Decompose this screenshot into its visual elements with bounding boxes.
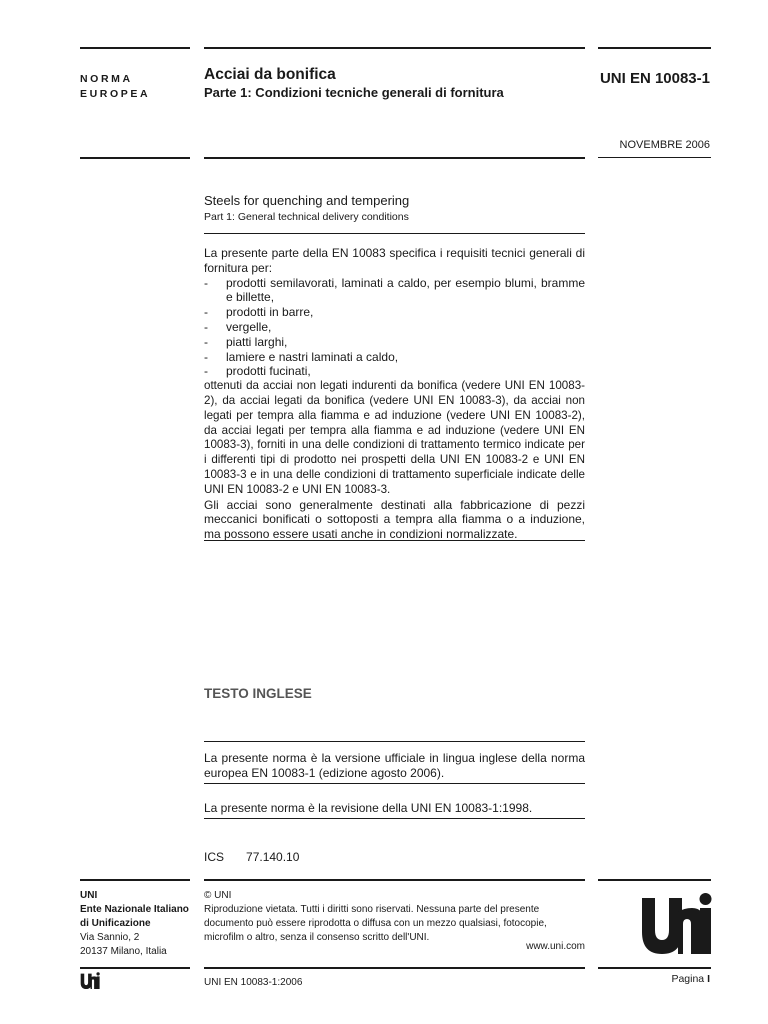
product-list: [204, 276, 585, 380]
norma-europea-label: NORMA EUROPEA: [80, 73, 151, 100]
version-top-rule: [204, 741, 585, 742]
list-item: - prodotti semilavorati, laminati a caldo, per esempio blumi, bramme e billette,: [204, 275, 585, 305]
list-item: - vergelle,: [204, 319, 272, 334]
document-title: Acciai da bonifica: [204, 66, 336, 83]
list-item: - prodotti in barre,: [204, 305, 314, 320]
document-subtitle: Parte 1: Condizioni tecniche generali di fornitura: [204, 85, 504, 100]
footer-bottom-rule-center: [204, 967, 585, 969]
revision-note: La presente norma è la revisione della UNI EN 10083-1:1998.: [204, 801, 533, 815]
list-item: - prodotti fucinati,: [204, 364, 311, 379]
ics-code: [204, 850, 321, 864]
version-bottom-rule: [204, 783, 585, 784]
list-item: - lamiere e nastri laminati a caldo,: [204, 349, 399, 364]
footer-bottom-rule-left: [80, 967, 190, 969]
top-rule-center: [204, 47, 585, 49]
scope-section: [204, 246, 585, 542]
publication-date: NOVEMBRE 2006: [619, 139, 710, 151]
standard-code: UNI EN 10083-1: [599, 70, 710, 87]
ics-value: 77.140.10: [246, 850, 300, 864]
scope-closing: Gli acciai sono generalmente destinati alla fabbricazione di pezzi meccanici bonificati o sottoposti a tempra alla fiamma o a induzione, ma possono essere usati anche in condizioni normalizzate.: [204, 497, 585, 542]
scope-body: ottenuti da acciai non legati indurenti da bonifica (vedere UNI EN 10083-2), da acciai legati da bonifica (vedere UNI EN 10083-3), da acciai non legati per tempra alla fiamma e ad induzione (vedere UNI EN 10083-2), da acciai legati per tempra alla fiamma e ad induzione (vedere UNI EN 10083-3), forniti in una delle condizioni di trattamento termico indicate per i differenti tipi di prodotto nei prospetti della UNI EN 10083-2 e UNI EN 10083-3 e in una delle condizioni di trattamento superficiale indicate delle UNI EN 10083-2 e UNI EN 10083-3.: [204, 379, 585, 496]
english-title: Steels for quenching and tempering: [204, 193, 410, 208]
footer-bottom-rule-right: [598, 967, 711, 969]
revision-bottom-rule: [204, 818, 585, 819]
uni-small-logo: [80, 972, 100, 994]
header-bottom-rule-center: [204, 157, 585, 159]
header-bottom-rule-right: [598, 157, 711, 158]
footer-document-code: UNI EN 10083-1:2006: [204, 977, 303, 988]
top-rule-right: [598, 47, 711, 49]
copyright-notice: © UNI Riproduzione vietata. Tutti i diritti sono riservati. Nessuna parte del presente documento può essere riprodotta o diffusa con un mezzo qualsiasi, fotocopie, microfilm o altro, senza il consenso scritto dell'UNI.: [204, 890, 547, 943]
version-note: La presente norma è la versione ufficiale in lingua inglese della norma europea EN 10083-1 (edizione agosto 2006).: [204, 751, 585, 780]
list-item: - piatti larghi,: [204, 334, 288, 349]
scope-divider: [204, 233, 585, 234]
footer-top-rule-left: [80, 879, 190, 881]
website-link[interactable]: www.uni.com: [526, 941, 585, 952]
footer-top-rule-center: [204, 879, 585, 881]
header-bottom-rule-left: [80, 157, 190, 159]
organization-info: UNI Ente Nazionale Italiano di Unificazione Via Sannio, 2 20137 Milano, Italia: [80, 890, 189, 957]
ics-label: ICS: [204, 850, 225, 864]
footer-top-rule-right: [598, 879, 711, 881]
top-rule-left: [80, 47, 190, 49]
english-subtitle: Part 1: General technical delivery conditions: [204, 211, 409, 223]
page-number: Pagina I: [671, 973, 710, 985]
uni-logo: [640, 892, 712, 959]
scope-intro: La presente parte della EN 10083 specifica i requisiti tecnici generali di fornitura per:: [204, 246, 585, 275]
testo-inglese-heading: TESTO INGLESE: [204, 686, 312, 701]
